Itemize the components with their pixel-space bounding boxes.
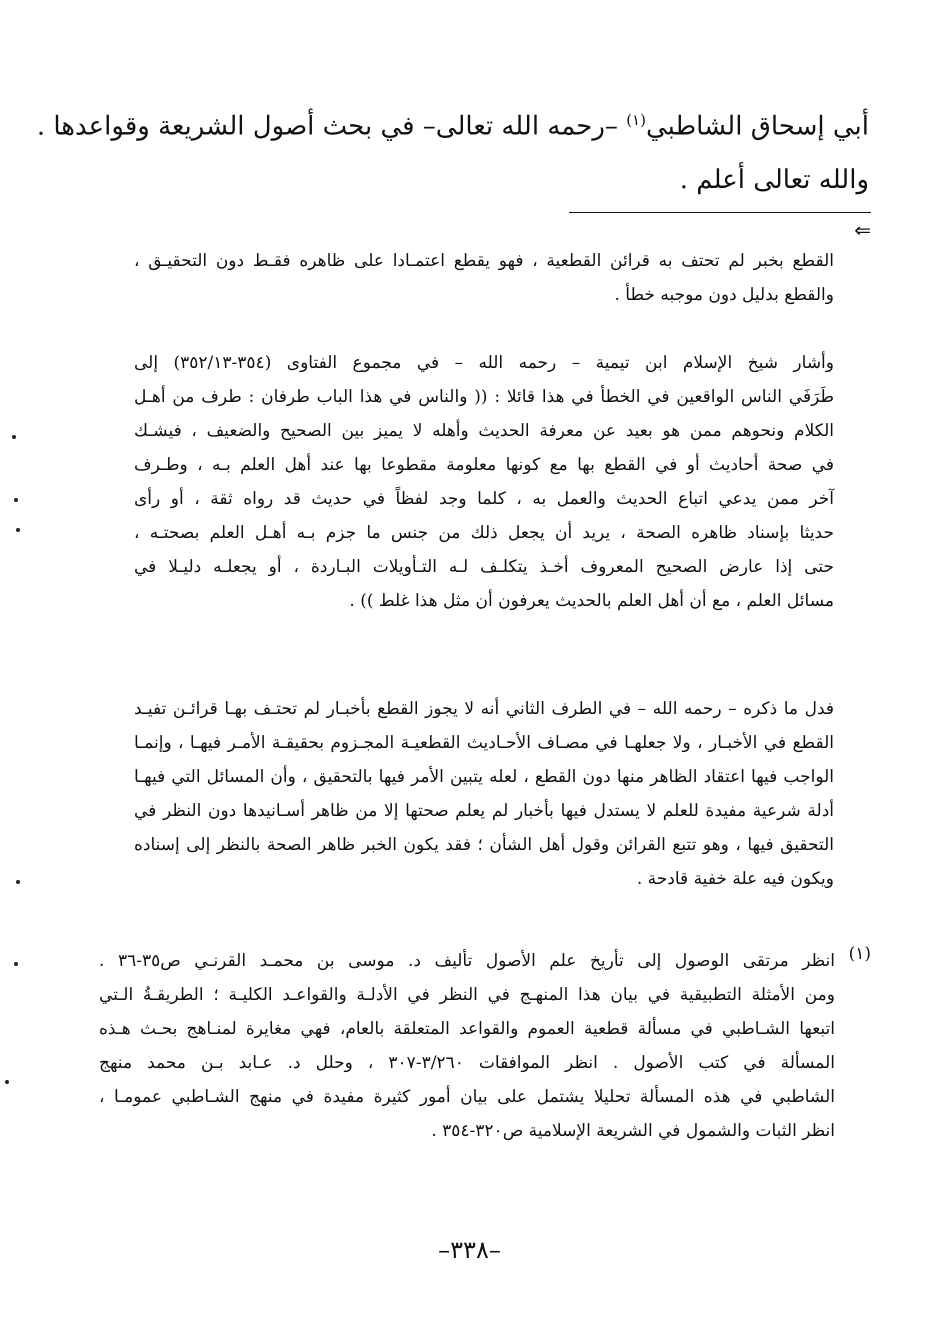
scan-speck <box>14 498 18 502</box>
paragraph-line: التحقيق فيها ، وهو تتبع القرائن وقول أهل الشأن ؛ فقد يكون الخبر ظاهر الصحة بالنظر إلى إسناده <box>134 835 834 855</box>
paragraph-line: القطع في الأخبـار ، ولا جعلهـا في مصـاف الأحـاديث القطعيـة المجـزوم بحقيقـة الأمـر فيهـا ، وإنمـا <box>134 733 834 753</box>
page-number: –٣٣٨– <box>438 1236 501 1264</box>
footnote-line: انظر مرتقى الوصول إلى تأريخ علم الأصول تأليف د. موسى بن محمـد القرنـي ص٣٥-٣٦ . <box>99 951 835 971</box>
paragraph-line: حتى إذا عارض الصحيح المعروف أخـذ يتكلـف لـه التـأويلات البـاردة ، أو يجعلـه دليـلا في <box>134 557 834 577</box>
main-text-line-1 <box>36 100 869 147</box>
main-text-line-2: والله تعالى أعلم . <box>679 165 869 195</box>
footnote-line: المسألة في كتب الأصول . انظر الموافقات ٣/٢٦٠-٣٠٧ ، وحلل د. عـابد بـن محمد منهج <box>99 1053 835 1073</box>
footnote-line: ومن الأمثلة التطبيقية في بيان هذا المنهـج في النظر في الأدلـة والقواعـد الكليـة ؛ الطريقـةُ الـتي <box>99 985 835 1005</box>
paragraph-line: مسائل العلم ، مع أن أهل العلم بالحديث يعرفون أن مثل هذا غلط )) . <box>349 591 834 611</box>
scan-speck <box>5 1080 9 1084</box>
paragraph-line: حديثا بإسناد ظاهره الصحة ، يريد أن يجعل ذلك من جنس ما جزم بـه أهـل العلم بصحتـه ، <box>134 523 834 543</box>
footnote-continuation-paragraph-2 <box>134 346 834 618</box>
paragraph-line: الكلام ونحوهم ممن هو بعيد عن معرفة الحديث وأهله لا يميز بين الصحيح والضعيف ، فيشـك <box>134 421 834 441</box>
paragraph-line: القطع بخبر لم تحتف به قرائن القطعية ، فهو يقطع اعتمـادا على ظاهره فقـط دون التحقيـق ، <box>134 251 834 271</box>
paragraph-line: والقطع بدليل دون موجبه خطأ . <box>614 285 834 305</box>
paragraph-line: فدل ما ذكره – رحمه الله – في الطرف الثاني أنه لا يجوز القطع بأخبـار لم تحتـف بهـا قرائـن تفيـد <box>134 699 834 719</box>
paragraph-line: أدلة شرعية مفيدة للعلم لا يستدل فيها بأخبار لم يعلم صحتها إلا من ظاهر أسـانيدها دون النظر في <box>134 801 834 821</box>
paragraph-line: الواجب فيها اعتقاد الظاهر منها دون القطع ، لعله يتبين الأمر فيها بالتحقيق ، وأن المسائل التي فيهـا <box>134 767 834 787</box>
footnote-continuation-paragraph-1 <box>134 244 834 312</box>
footnote-reference: (١) <box>626 111 646 129</box>
footnote-continuation-paragraph-3 <box>134 692 834 896</box>
paragraph-line: وأشار شيخ الإسلام ابن تيمية – رحمه الله – في مجموع الفتاوى (٣٥٤-٣٥٢/١٣) إلى <box>134 353 834 373</box>
paragraph-line: ويكون فيه علة خفية قادحة . <box>636 869 834 889</box>
footnote-1 <box>99 944 871 1148</box>
paragraph-line: آخر ممن يدعي اتباع الحديث والعمل به ، كلما وجد لفظاً في حديث قد رواه ثقة ، أو رأى <box>134 489 834 509</box>
paragraph-line: في صحة أحاديث أو في القطع بها مع كونها معلومة مقطوعا بها عند أهل العلم بـه ، وطـرف <box>134 455 834 475</box>
footnote-number: (١) <box>848 944 871 964</box>
paragraph-line: طَرَفَي الناس الواقعين في الخطأ في هذا قائلا : (( والناس في هذا الباب طرفان : طرف من أهـل <box>134 387 834 407</box>
main-text-before-ref: أبي إسحاق الشاطبي <box>645 111 869 142</box>
main-text-after-ref: –رحمه الله تعالى– في بحث أصول الشريعة وقواعدها . <box>36 111 627 142</box>
continuation-arrow-icon: ⇐ <box>854 218 871 242</box>
scan-speck <box>12 435 16 439</box>
footnote-line: اتبعها الشـاطبي في مسألة قطعية العموم والقواعد المتعلقة بالعام، فهي مغايرة لمنـاهج بحـث هـذه <box>99 1019 835 1039</box>
footnote-line: الشاطبي في هذه المسألة تحليلا يشتمل على بيان أمور كثيرة مفيدة في منهج الشـاطبي عمومـا ، <box>99 1087 835 1107</box>
scan-speck <box>16 880 20 884</box>
footnote-separator-rule <box>569 212 871 213</box>
footnote-line: انظر الثبات والشمول في الشريعة الإسلامية ص٣٢٠-٣٥٤ . <box>431 1121 835 1141</box>
scan-speck <box>14 962 18 966</box>
scan-speck <box>16 528 20 532</box>
